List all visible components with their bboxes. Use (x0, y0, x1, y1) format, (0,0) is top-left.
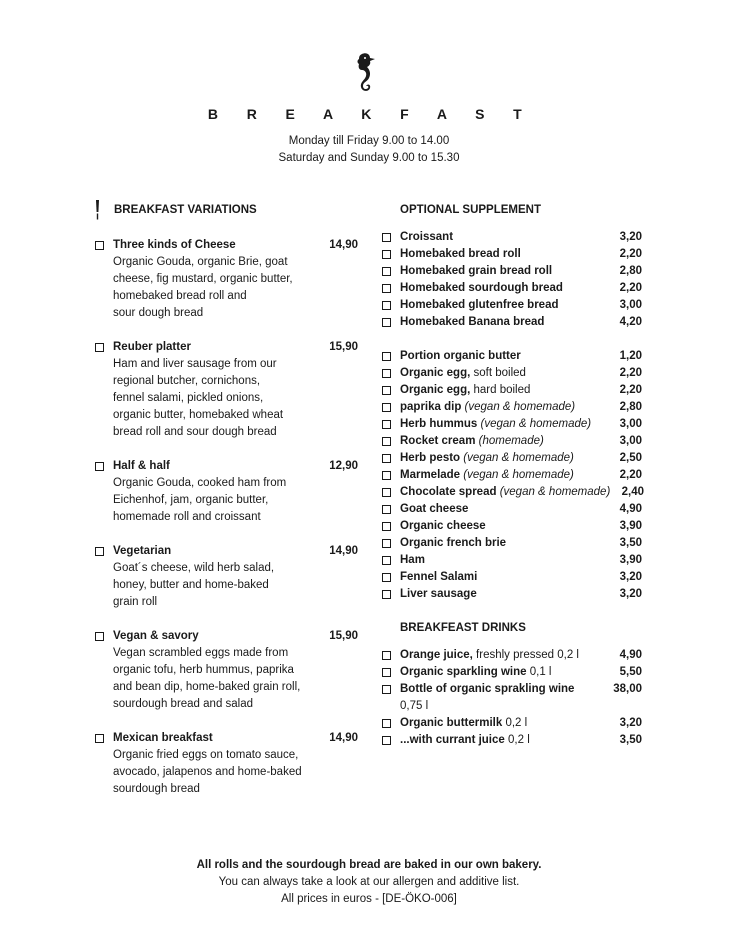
item-name: Organic cheese (400, 520, 486, 532)
item-name: Orange juice, (400, 649, 473, 661)
item-price: 2,20 (619, 384, 642, 396)
supplement-item (380, 297, 644, 314)
menu-item (94, 458, 358, 526)
item-desc-line: sour dough bread (113, 307, 204, 319)
item-name: Homebaked glutenfree bread (400, 299, 559, 311)
item-desc-line: Eichenhof, jam, organic butter, (113, 494, 269, 506)
checkbox-icon[interactable] (382, 301, 391, 310)
item-name: ...with currant juice (400, 734, 505, 746)
item-name: Homebaked grain bread roll (400, 265, 553, 277)
item-name: Half & half (113, 460, 170, 472)
supplement-item (380, 399, 644, 416)
item-price: 14,90 (329, 545, 358, 557)
footer (0, 857, 738, 908)
item-price: 2,20 (619, 248, 642, 260)
item-desc-line: and bean dip, home-baked grain roll, (113, 681, 301, 693)
menu-item (94, 730, 358, 798)
checkbox-icon[interactable] (382, 505, 391, 514)
checkbox-icon[interactable] (382, 267, 391, 276)
item-note: hard boiled (470, 384, 531, 396)
seahorse-logo-icon (354, 52, 376, 92)
item-desc-line: homebaked bread roll and (113, 290, 247, 302)
breakfast-variations-section (94, 202, 358, 798)
item-price: 14,90 (329, 732, 358, 744)
supplement-item (380, 467, 644, 484)
item-price: 2,20 (619, 367, 642, 379)
section-heading (94, 202, 358, 219)
item-name: Vegetarian (113, 545, 172, 557)
checkbox-icon[interactable] (382, 233, 391, 242)
item-desc-line: organic butter, homebaked wheat (113, 409, 284, 421)
supplement-item (380, 365, 644, 382)
supplement-item (380, 416, 644, 433)
item-name: Chocolate spread (400, 486, 497, 498)
item-name: Herb pesto (400, 452, 461, 464)
supplement-item (380, 552, 644, 569)
item-note: (vegan & homemade) (461, 401, 576, 413)
drinks-section-title: BREAKFEAST DRINKS (400, 622, 526, 634)
checkbox-icon[interactable] (95, 632, 104, 641)
item-desc-line: sourdough bread (113, 783, 200, 795)
item-desc-line: Organic fried eggs on tomato sauce, (113, 749, 299, 761)
item-note: (homemade) (475, 435, 544, 447)
item-price: 3,90 (619, 520, 642, 532)
item-name: Mexican breakfast (113, 732, 213, 744)
item-name: Marmelade (400, 469, 461, 481)
item-price: 3,00 (619, 435, 642, 447)
supplement-item (380, 314, 644, 331)
supplement-item (380, 518, 644, 535)
checkbox-icon[interactable] (382, 556, 391, 565)
item-price: 4,90 (619, 649, 642, 661)
item-price: 3,50 (619, 537, 642, 549)
item-price: 3,50 (619, 734, 642, 746)
checkbox-icon[interactable] (95, 547, 104, 556)
item-name: Rocket cream (400, 435, 476, 447)
supplement-item (380, 569, 644, 586)
item-name: Bottle of organic sprakling wine (400, 683, 575, 695)
item-desc-line: organic tofu, herb hummus, paprika (113, 664, 294, 676)
item-price: 12,90 (329, 460, 358, 472)
item-name: Organic egg, (400, 384, 471, 396)
supplement-item (380, 263, 644, 280)
checkbox-icon[interactable] (382, 488, 391, 497)
item-name: Herb hummus (400, 418, 478, 430)
item-name: Homebaked bread roll (400, 248, 521, 260)
item-price: 2,40 (621, 486, 644, 498)
item-price: 5,50 (619, 666, 642, 678)
item-desc-line: fennel salami, pickled onions, (113, 392, 264, 404)
checkbox-icon[interactable] (382, 736, 391, 745)
item-name: Vegan & savory (113, 630, 199, 642)
menu-item (94, 339, 358, 441)
drink-item (380, 681, 644, 698)
item-price: 1,20 (619, 350, 642, 362)
supplement-item (380, 246, 644, 263)
item-note: (vegan & homemade) (496, 486, 611, 498)
item-price: 2,80 (619, 265, 642, 277)
drink-item (380, 715, 644, 732)
item-price: 14,90 (329, 239, 358, 251)
checkbox-icon[interactable] (382, 403, 391, 412)
item-note: (vegan & homemade) (477, 418, 592, 430)
menu-item (94, 543, 358, 611)
menu-item (94, 628, 358, 713)
checkbox-icon[interactable] (382, 522, 391, 531)
item-desc-line: cheese, fig mustard, organic butter, (113, 273, 293, 285)
checkbox-icon[interactable] (95, 462, 104, 471)
checkbox-icon[interactable] (95, 241, 104, 250)
item-desc-line: grain roll (113, 596, 158, 608)
item-name: Three kinds of Cheese (113, 239, 236, 251)
item-desc-line: Ham and liver sausage from our (113, 358, 277, 370)
item-price: 3,20 (619, 571, 642, 583)
checkbox-icon[interactable] (382, 471, 391, 480)
item-name: Ham (400, 554, 425, 566)
supplement-item (380, 501, 644, 518)
item-price: 3,20 (619, 717, 642, 729)
item-price: 3,00 (619, 418, 642, 430)
item-desc-line: avocado, jalapenos and home-baked (113, 766, 302, 778)
supplement-item (380, 382, 644, 399)
item-name: paprika dip (400, 401, 462, 413)
supplement-item (380, 348, 644, 365)
item-note: soft boiled (470, 367, 526, 379)
supplement-item (380, 280, 644, 297)
item-name: Organic french brie (400, 537, 507, 549)
checkbox-icon[interactable] (382, 590, 391, 599)
item-price: 2,80 (619, 401, 642, 413)
item-price: 4,90 (619, 503, 642, 515)
checkbox-icon[interactable] (382, 352, 391, 361)
footer-price-note: All prices in euros - [DE-ÖKO-006] (281, 893, 457, 905)
drink-item (380, 664, 644, 681)
item-price: 3,20 (619, 588, 642, 600)
section-title: BREAKFAST VARIATIONS (114, 204, 257, 216)
footer-bakery-note: All rolls and the sourdough bread are baked in our own bakery. (196, 859, 542, 871)
checkbox-icon[interactable] (382, 284, 391, 293)
knife-icon (95, 200, 100, 220)
item-price: 2,20 (619, 469, 642, 481)
item-note: 0,1 l (526, 666, 552, 678)
item-desc-line: homemade roll and croissant (113, 511, 261, 523)
checkbox-icon[interactable] (382, 437, 391, 446)
item-name: Organic buttermilk (400, 717, 503, 729)
item-price: 2,20 (619, 282, 642, 294)
supplement-item (380, 484, 644, 501)
item-price: 4,20 (619, 316, 642, 328)
section-title: OPTIONAL SUPPLEMENT (400, 204, 541, 216)
item-desc-line: honey, butter and home-baked (113, 579, 269, 591)
item-desc-line: Organic Gouda, organic Brie, goat (113, 256, 288, 268)
item-name: Reuber platter (113, 341, 191, 353)
item-name: Croissant (400, 231, 454, 243)
item-note: (vegan & homemade) (460, 452, 574, 464)
item-price: 2,50 (619, 452, 642, 464)
supplement-item (380, 433, 644, 450)
item-note: 0,2 l (502, 717, 528, 729)
supplement-item (380, 535, 644, 552)
checkbox-icon[interactable] (382, 369, 391, 378)
item-name: Organic sparkling wine (400, 666, 527, 678)
item-desc-line: regional butcher, cornichons, (113, 375, 261, 387)
drink-item (380, 647, 644, 664)
item-desc-line: sourdough bread and salad (113, 698, 254, 710)
checkbox-icon[interactable] (382, 573, 391, 582)
checkbox-icon[interactable] (382, 318, 391, 327)
item-price: 15,90 (329, 630, 358, 642)
item-desc-line: bread roll and sour dough bread (113, 426, 277, 438)
item-price: 38,00 (613, 683, 642, 695)
supplement-item (380, 450, 644, 467)
item-price: 3,00 (619, 299, 642, 311)
item-price: 15,90 (329, 341, 358, 353)
drink-item (380, 732, 644, 749)
footer-allergen-note: You can always take a look at our allergen and additive list. (218, 876, 520, 888)
supplement-item (380, 586, 644, 603)
item-desc-line: Organic Gouda, cooked ham from (113, 477, 287, 489)
optional-supplement-section (380, 202, 644, 749)
checkbox-icon[interactable] (382, 668, 391, 677)
item-note: 0,2 l (504, 734, 530, 746)
opening-hours (0, 133, 738, 167)
supplement-item (380, 229, 644, 246)
checkbox-icon[interactable] (382, 386, 391, 395)
item-note: (vegan & homemade) (460, 469, 574, 481)
item-name: Organic egg, (400, 367, 471, 379)
menu-item (94, 237, 358, 322)
checkbox-icon[interactable] (382, 719, 391, 728)
item-name: Homebaked sourdough bread (400, 282, 563, 294)
item-desc-line: Goat´s cheese, wild herb salad, (113, 562, 275, 574)
hours-weekdays: Monday till Friday 9.00 to 14.00 (288, 135, 450, 147)
item-name: Portion organic butter (400, 350, 521, 362)
checkbox-icon[interactable] (382, 250, 391, 259)
item-sub-note: 0,75 l (400, 700, 429, 712)
item-name: Homebaked Banana bread (400, 316, 545, 328)
checkbox-icon[interactable] (382, 420, 391, 429)
item-price: 3,90 (619, 554, 642, 566)
item-name: Liver sausage (400, 588, 477, 600)
checkbox-icon[interactable] (95, 343, 104, 352)
item-desc-line: Vegan scrambled eggs made from (113, 647, 289, 659)
checkbox-icon[interactable] (95, 734, 104, 743)
checkbox-icon[interactable] (382, 454, 391, 463)
item-price: 3,20 (619, 231, 642, 243)
page-title: B R E A K F A S T (207, 106, 535, 122)
item-note: freshly pressed 0,2 l (472, 649, 579, 661)
hours-weekend: Saturday and Sunday 9.00 to 15.30 (278, 152, 460, 164)
checkbox-icon[interactable] (382, 651, 391, 660)
checkbox-icon[interactable] (382, 685, 391, 694)
checkbox-icon[interactable] (382, 539, 391, 548)
item-name: Goat cheese (400, 503, 469, 515)
item-name: Fennel Salami (400, 571, 478, 583)
